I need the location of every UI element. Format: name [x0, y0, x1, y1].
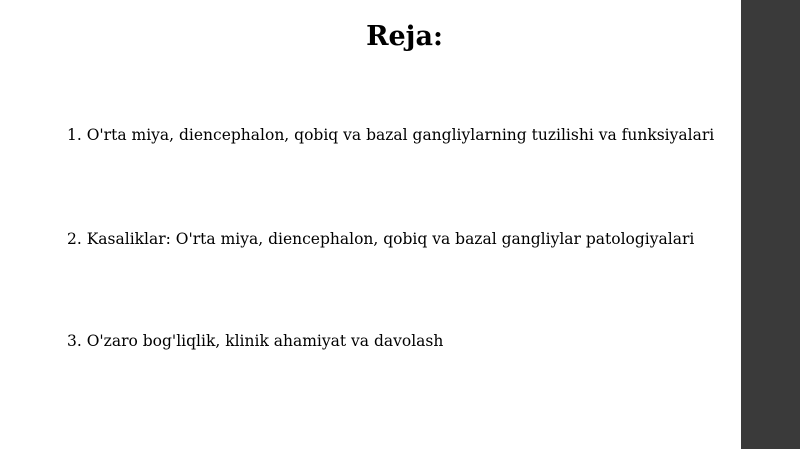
slide-title: Reja:: [366, 21, 443, 52]
plan-item-2: 2. Kasaliklar: O'rta miya, diencephalon, qobiq va bazal gangliylar patologiyalari: [67, 230, 695, 248]
side-panel: [741, 0, 800, 449]
plan-item-3: 3. O'zaro bog'liqlik, klinik ahamiyat va davolash: [67, 332, 444, 350]
plan-item-1: 1. O'rta miya, diencephalon, qobiq va bazal gangliylarning tuzilishi va funksiyalari: [67, 126, 715, 144]
